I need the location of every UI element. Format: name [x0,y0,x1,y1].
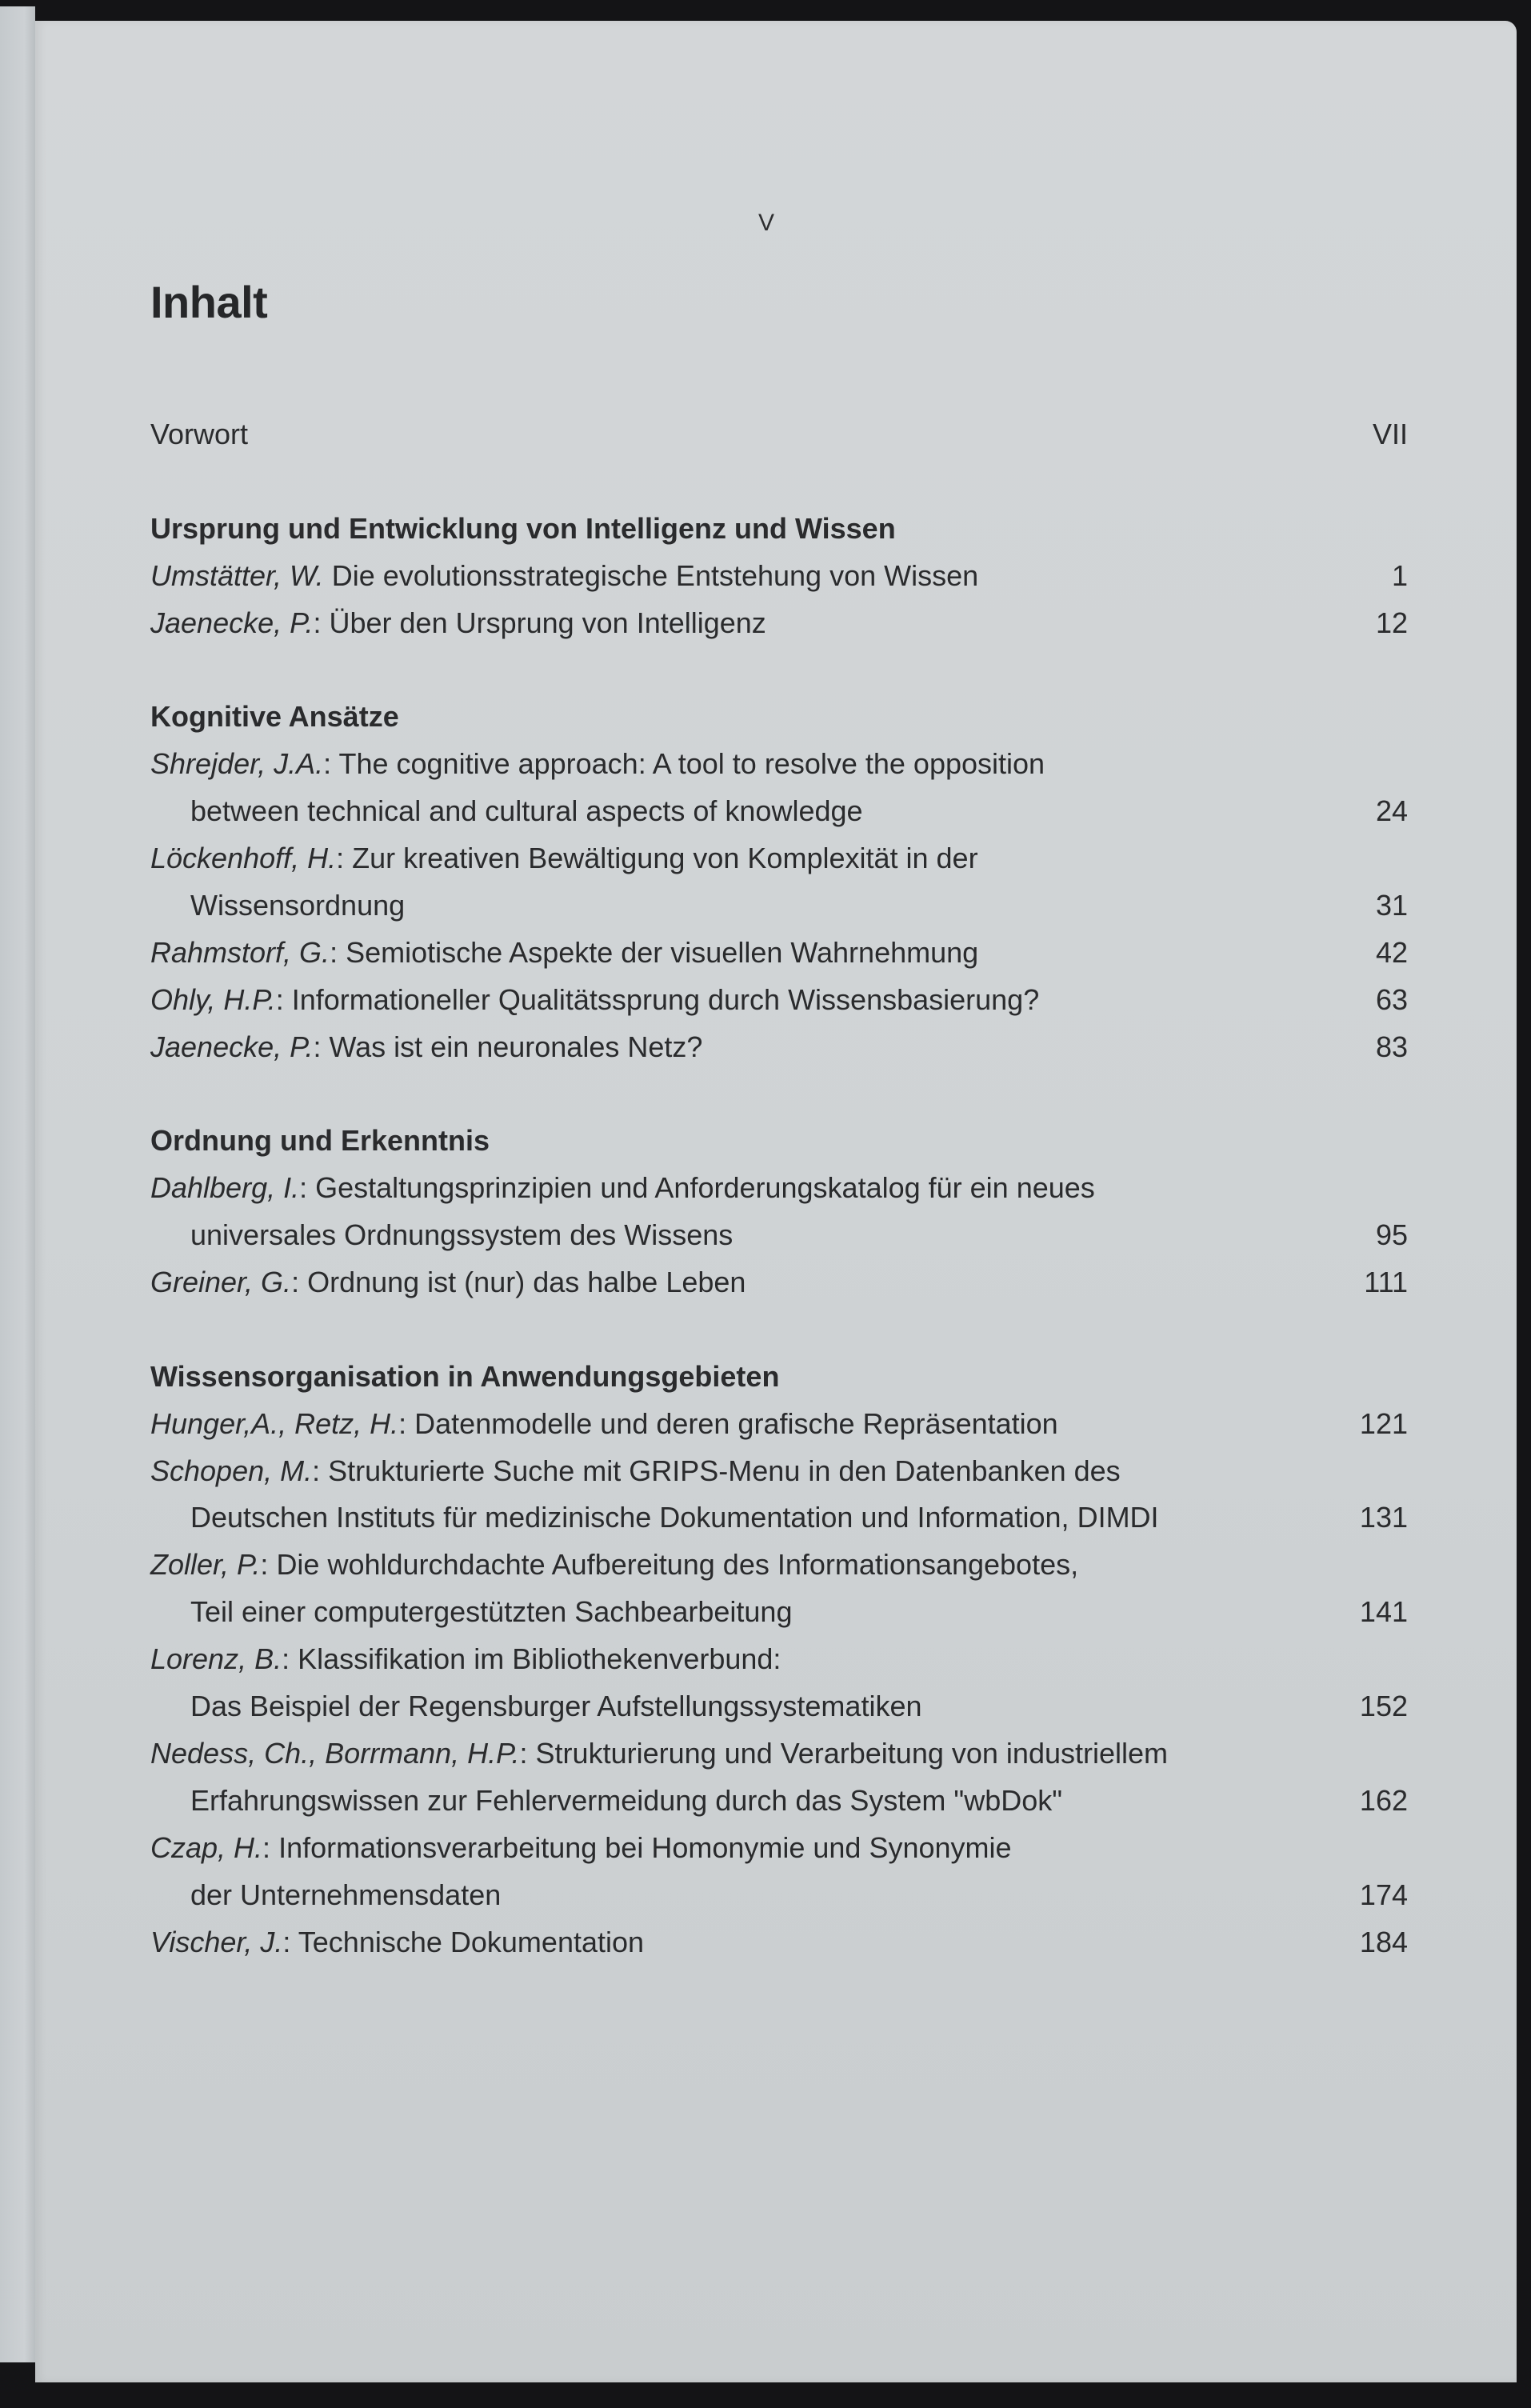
entry-separator: : [299,1171,316,1205]
entry-author: Czap, H. [150,1830,263,1864]
entry-title: Das Beispiel der Regensburger Aufstellungssystematiken [190,1690,922,1723]
page-number: V [758,210,775,236]
toc-entry-continuation [150,1494,1408,1542]
toc-entry-continuation [150,1683,1408,1730]
entry-separator: : [323,747,339,781]
entry-author: Schopen, M. [150,1454,313,1487]
entry-title: Die evolutionsstrategische Entstehung von Wissen [331,558,979,592]
entry-separator: : [260,1548,277,1582]
toc-entry [150,835,1408,882]
toc-entry [150,553,1408,600]
toc-entry [150,1448,1408,1495]
section-heading-text: Ordnung und Erkenntnis [150,1124,490,1158]
section-heading [150,506,1408,553]
entry-page-number: 1 [1391,558,1408,592]
entry-title: Was ist ein neuronales Netz? [329,1030,703,1063]
toc-entry [150,1165,1408,1212]
entry-title: Technische Dokumentation [298,1925,645,1958]
toc-entry-continuation [150,788,1408,835]
entry-author: Dahlberg, I. [150,1171,300,1205]
entry-title: Über den Ursprung von Intelligenz [329,606,766,639]
entry-title: Teil einer computergestützten Sachbearbeitung [190,1595,793,1629]
entry-page-number: 12 [1375,606,1408,639]
entry-separator: : [282,1642,298,1676]
entry-title: Datenmodelle und deren grafische Repräsentation [414,1406,1058,1440]
entry-separator: : [313,1030,330,1063]
entry-title: universales Ordnungssystem des Wissens [190,1218,734,1252]
section-spacer [150,1306,1408,1354]
entry-separator: : [282,1925,298,1958]
entry-author: Jaenecke, P. [150,606,314,639]
section-spacer [150,1070,1408,1118]
entry-page-number: 95 [1375,1218,1408,1252]
toc-entry [150,930,1408,977]
entry-page-number: 63 [1375,982,1408,1016]
entry-separator: : [330,935,346,969]
section-heading [150,1354,1408,1401]
toc-entry [150,741,1408,788]
entry-page-number: 184 [1359,1925,1408,1958]
toc-entry [150,1730,1408,1778]
entry-title: Klassifikation im Bibliothekenverbund: [298,1642,781,1676]
section-heading-text: Wissensorganisation in Anwendungsgebieten [150,1359,780,1393]
entry-title: Informationsverarbeitung bei Homonymie und Synonymie [278,1830,1012,1864]
entry-title: Semiotische Aspekte der visuellen Wahrnehmung [346,935,979,969]
entry-separator: : [336,842,353,875]
table-of-contents [150,411,1408,1966]
section-heading-text: Ursprung und Entwicklung von Intelligenz und Wissen [150,511,896,545]
entry-title: Wissensordnung [190,888,406,922]
toc-entry [150,600,1408,647]
toc-entry [150,411,1408,458]
entry-title: Zur kreativen Bewältigung von Komplexität in der [352,842,978,875]
toc-entry-continuation [150,1212,1408,1259]
entry-author: Rahmstorf, G. [150,935,330,969]
entry-author: Greiner, G. [150,1266,292,1299]
entry-page-number: 42 [1375,935,1408,969]
toc-entry [150,1825,1408,1872]
toc-entry-continuation [150,1778,1408,1825]
toc-entry [150,1636,1408,1683]
entry-separator: : [262,1830,279,1864]
entry-title: Vorwort [150,418,249,450]
entry-page-number: 111 [1364,1266,1408,1299]
entry-page-number: 24 [1375,794,1408,828]
entry-separator: : [291,1266,308,1299]
entry-author: Ohly, H.P. [150,982,276,1016]
entry-page-number: 174 [1359,1878,1408,1911]
entry-separator: : [519,1736,536,1770]
toc-entry-continuation [150,882,1408,930]
toc-entry-continuation [150,1589,1408,1636]
entry-author: Hunger,A., Retz, H. [150,1406,399,1440]
entry-title: Die wohldurchdachte Aufbereitung des Informationsangebotes, [276,1548,1079,1582]
entry-title: Erfahrungswissen zur Fehlervermeidung durch das System "wbDok" [190,1783,1063,1817]
toc-entry [150,977,1408,1024]
entry-author: Lorenz, B. [150,1642,282,1676]
toc-entry [150,1919,1408,1966]
entry-separator: : [313,606,330,639]
entry-title: Strukturierung und Verarbeitung von industriellem [535,1736,1168,1770]
entry-author: Vischer, J. [150,1925,283,1958]
toc-entry [150,1401,1408,1448]
toc-entry [150,1259,1408,1306]
entry-title: Deutschen Instituts für medizinische Dokumentation und Information, DIMDI [190,1501,1159,1534]
section-heading [150,1118,1408,1165]
toc-entry [150,1542,1408,1589]
entry-title: Ordnung ist (nur) das halbe Leben [307,1266,746,1299]
entry-title: The cognitive approach: A tool to resolve the opposition [338,747,1045,781]
entry-author: Zoller, P. [150,1548,261,1582]
entry-author: Umstätter, W. [150,558,324,592]
page-title: Inhalt [150,277,268,327]
entry-title: der Unternehmensdaten [190,1878,502,1911]
entry-title: between technical and cultural aspects of knowledge [190,794,863,828]
entry-author: Nedess, Ch., Borrmann, H.P. [150,1736,520,1770]
toc-entry [150,1024,1408,1071]
entry-page-number: 83 [1375,1030,1408,1063]
section-spacer [150,646,1408,694]
toc-entry-continuation [150,1872,1408,1919]
entry-author: Jaenecke, P. [150,1030,314,1063]
entry-page-number: VII [1372,418,1408,450]
entry-separator: : [398,1406,415,1440]
entry-page-number: 121 [1359,1406,1408,1440]
entry-separator [324,559,332,592]
section-heading-text: Kognitive Ansätze [150,700,399,734]
entry-title: Strukturierte Suche mit GRIPS-Menu in den Datenbanken des [328,1454,1121,1487]
entry-title: Informationeller Qualitätssprung durch Wissensbasierung? [291,982,1040,1016]
entry-page-number: 141 [1359,1595,1408,1629]
entry-separator: : [312,1454,329,1487]
adjacent-page-edge [0,6,35,2362]
entry-page-number: 162 [1359,1783,1408,1817]
entry-page-number: 31 [1375,888,1408,922]
entry-author: Löckenhoff, H. [150,842,337,875]
section-heading [150,694,1408,741]
entry-page-number: 131 [1359,1501,1408,1534]
section-spacer [150,458,1408,506]
entry-title: Gestaltungsprinzipien und Anforderungskatalog für ein neues [315,1171,1095,1205]
entry-author: Shrejder, J.A. [150,747,324,781]
entry-separator: : [275,982,292,1016]
entry-page-number: 152 [1359,1690,1408,1723]
